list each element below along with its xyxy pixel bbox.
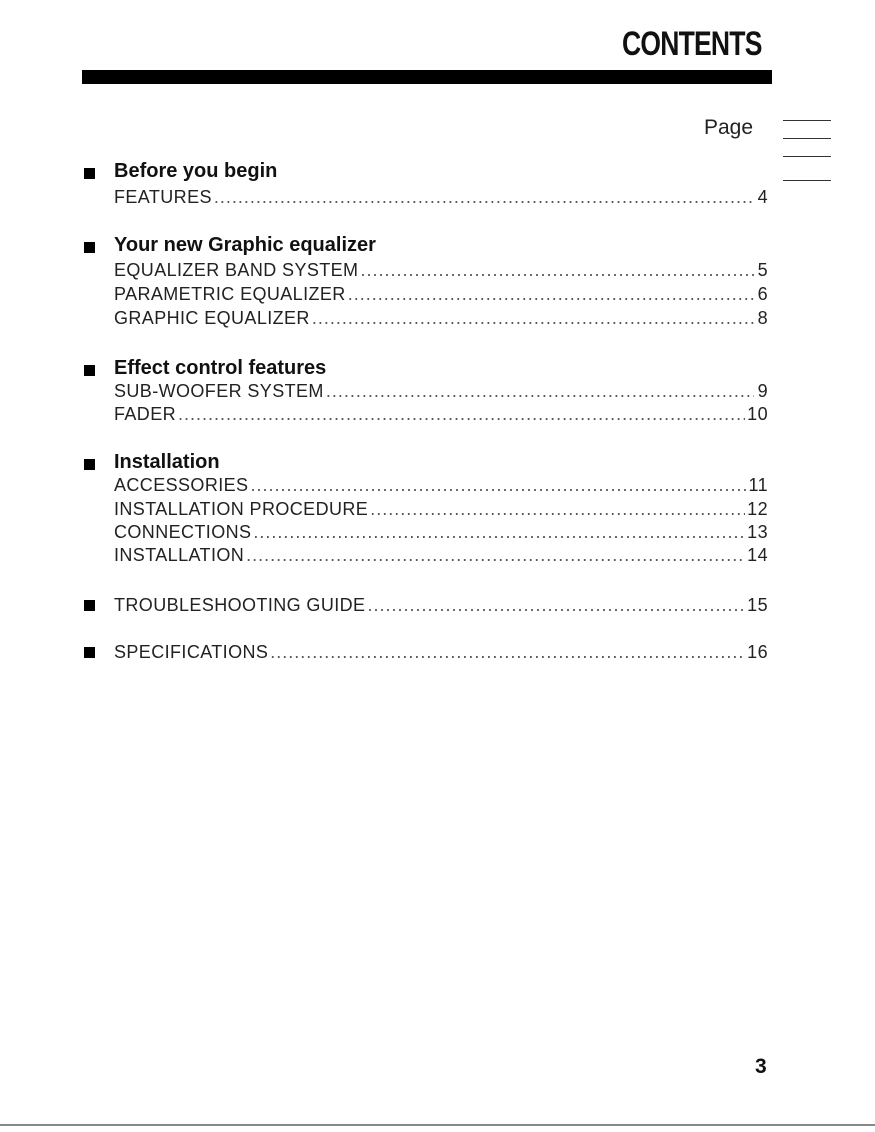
leader-dots	[367, 595, 745, 616]
toc-entry[interactable]	[114, 522, 768, 544]
leader-dots	[360, 260, 754, 281]
leader-dots	[178, 404, 745, 425]
entry-page: 13	[747, 522, 768, 542]
section-heading: Before you begin	[114, 160, 278, 182]
leader-dots	[270, 642, 745, 663]
page-number: 3	[755, 1055, 767, 1078]
leader-dots	[214, 187, 754, 208]
leader-dots	[250, 475, 746, 496]
entry-page: 11	[748, 475, 768, 495]
entry-page: 6	[757, 284, 768, 304]
bottom-rule	[0, 1124, 875, 1126]
bullet-icon	[84, 365, 95, 376]
section-heading: Your new Graphic equalizer	[114, 234, 376, 256]
entry-name: SPECIFICATIONS	[114, 642, 269, 662]
page-column-label: Page	[704, 116, 754, 139]
bullet-icon	[84, 647, 95, 658]
toc-entry[interactable]	[114, 499, 768, 521]
entry-page: 12	[747, 499, 768, 519]
leader-dots	[370, 499, 745, 520]
toc-entry[interactable]	[114, 284, 768, 306]
leader-dots	[312, 308, 754, 329]
leader-dots	[326, 381, 754, 402]
entry-name: ACCESSORIES	[114, 475, 249, 495]
entry-name: SUB-WOOFER SYSTEM	[114, 381, 324, 401]
leader-dots	[246, 545, 745, 566]
leader-dots	[253, 522, 745, 543]
entry-page: 15	[747, 595, 768, 615]
toc-entry[interactable]	[114, 187, 768, 209]
section-heading: Effect control features	[114, 357, 327, 379]
entry-page: 8	[757, 308, 768, 328]
title-rule	[82, 70, 772, 84]
entry-name: INSTALLATION PROCEDURE	[114, 499, 369, 519]
bullet-icon	[84, 459, 95, 470]
entry-page: 5	[757, 260, 768, 280]
toc-entry[interactable]	[114, 642, 768, 664]
bullet-icon	[84, 168, 95, 179]
entry-name: TROUBLESHOOTING GUIDE	[114, 595, 366, 615]
entry-name: PARAMETRIC EQUALIZER	[114, 284, 346, 304]
entry-name: FEATURES	[114, 187, 212, 207]
section-heading: Installation	[114, 451, 220, 473]
entry-page: 9	[757, 381, 768, 401]
bullet-icon	[84, 600, 95, 611]
entry-name: INSTALLATION	[114, 545, 245, 565]
entry-name: EQUALIZER BAND SYSTEM	[114, 260, 359, 280]
page-title: CONTENTS	[622, 25, 762, 63]
toc-entry[interactable]	[114, 545, 768, 567]
entry-page: 16	[747, 642, 768, 662]
toc-entry[interactable]	[114, 475, 768, 497]
entry-page: 4	[757, 187, 768, 207]
leader-dots	[348, 284, 754, 305]
entry-name: FADER	[114, 404, 177, 424]
toc-entry[interactable]	[114, 260, 768, 282]
entry-name: CONNECTIONS	[114, 522, 252, 542]
toc-entry[interactable]	[114, 404, 768, 426]
bullet-icon	[84, 242, 95, 253]
toc-entry[interactable]	[114, 381, 768, 403]
toc-entry[interactable]	[114, 308, 768, 330]
entry-page: 14	[747, 545, 768, 565]
entry-page: 10	[747, 404, 768, 424]
toc-entry[interactable]	[114, 595, 768, 617]
entry-name: GRAPHIC EQUALIZER	[114, 308, 310, 328]
